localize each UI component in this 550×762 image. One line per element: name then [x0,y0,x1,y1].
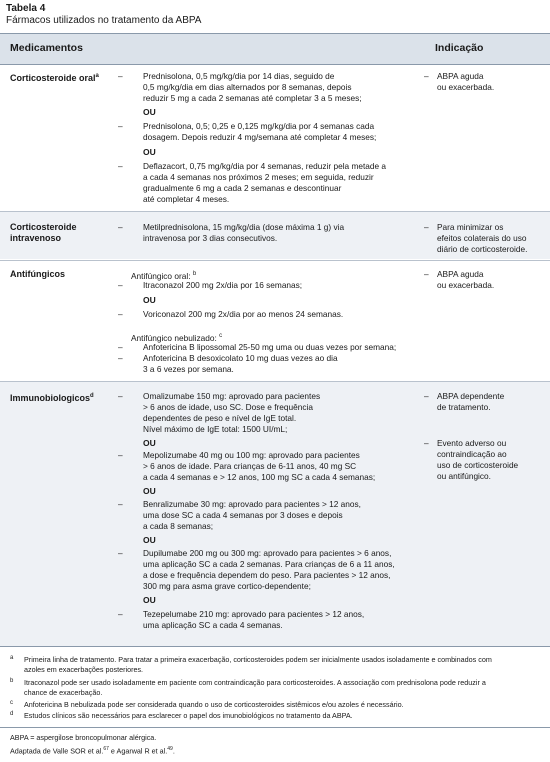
dosage-text: 3 a 6 vezes por semana. [143,364,234,374]
dosage-text: intravenosa por 3 dias consecutivos. [143,233,278,243]
row-corticosteroide-iv [0,212,550,259]
bullet-dash: – [118,121,123,131]
indication-text: ou antifúngico. [437,471,491,481]
footnote-mark: b [10,678,14,684]
dosage-text: reduzir 5 mg a cada 2 semanas até completar 3 a 5 meses; [143,93,362,103]
footnote-text: Itraconazol pode ser usado isoladamente em paciente com contraindicação para corticosteroides. A associação com prednisolona pode reduzir a [24,678,486,687]
dosage-text: Voriconazol 200 mg 2x/dia por ao menos 24 semanas. [143,309,344,319]
indication-text: efeitos colaterais do uso [437,233,527,243]
dosage-text: Anfotericina B desoxicolato 10 mg duas vezes ao dia [143,353,338,363]
footnote-mark: a [10,655,14,661]
indication-text: Para minimizar os [437,222,504,232]
dosage-text: Prednisolona, 0,5; 0,25 e 0,125 mg/kg/dia por 4 semanas cada [143,121,375,131]
or-separator: OU [143,486,156,496]
bullet-dash: – [118,450,123,460]
or-separator: OU [143,107,156,117]
footnote-text: Primeira linha de tratamento. Para tratar a primeira exacerbação, corticosteroides podem ser inicialmente usados isoladamente e combinados com [24,655,492,664]
row-imunobiologicos [0,382,550,646]
dosage-text: > 6 anos de idade. Para crianças de 6-11 anos, 40 mg SC [143,461,357,471]
subheading-oral: Antifúngico oral: $^b$ [131,270,197,281]
source-note: Adaptada de Valle SOR et al.$^{67}$ e Agarwal R et al.$^{49}$. [10,746,175,756]
dosage-text: a dose e frequência dependem do peso. Para pacientes > 12 anos, [143,570,391,580]
table-subtitle: Fármacos utilizados no tratamento da ABPA [6,15,202,26]
footnote-mark: c [10,700,13,706]
dosage-text: a cada 4 semanas nos próximos 2 meses; em seguida, reduzir [143,172,374,182]
indication-text: contraindicação ao [437,449,507,459]
header-indicacao: Indicação [435,42,484,54]
dosage-text: dependentes de peso e nível de IgE total. [143,413,297,423]
dosage-text: Tezepelumabe 210 mg: aprovado para pacientes > 12 anos, [143,609,365,619]
dosage-text: Benralizumabe 30 mg: aprovado para pacientes > 12 anos, [143,499,361,509]
bullet-dash: – [118,391,123,401]
indication-text: ABPA aguda [437,71,484,81]
bullet-dash: – [118,161,123,171]
abbreviation-note: ABPA = aspergilose broncopulmonar alérgica. [10,733,157,742]
bullet-dash: – [118,71,123,81]
bullet-dash: – [118,548,123,558]
medication-name: Corticosteroide intravenoso [10,222,77,243]
row-corticosteroide-oral [0,64,550,210]
medication-name: Antifúngicos [10,269,65,279]
or-separator: OU [143,595,156,605]
table-title: Tabela 4 [6,3,46,14]
dosage-text: uma dose SC a cada 4 semanas por 3 doses e depois [143,510,343,520]
row-antifungicos [0,261,550,380]
dosage-text: a cada 4 semanas e > 12 anos, 100 mg SC a cada 4 semanas; [143,472,376,482]
indication-text: ABPA dependente [437,391,505,401]
indication-text: diário de corticosteroide. [437,244,528,254]
dosage-text: Dupilumabe 200 mg ou 300 mg: aprovado para pacientes > 6 anos, [143,548,392,558]
indication-text: uso de corticosteroide [437,460,519,470]
subheading-nebulized: Antifúngico nebulizado: $^c$ [131,332,223,343]
indication-text: ou exacerbada. [437,82,495,92]
indication-text: ABPA aguda [437,269,484,279]
bullet-dash: – [424,391,429,401]
footnote-text: chance de exacerbação. [24,688,103,697]
medication-name: Immunobiologicos$^d$ [10,393,94,403]
or-separator: OU [143,295,156,305]
header-medicamentos: Medicamentos [10,42,83,54]
footnote-text: Estudos clínicos são necessários para esclarecer o papel dos imunobiológicos no tratamento da ABPA. [24,711,353,720]
table-bottom-rule [0,646,550,647]
or-separator: OU [143,147,156,157]
dosage-text: Prednisolona, 0,5 mg/kg/dia por 14 dias, seguido de [143,71,335,81]
dosage-text: Metilprednisolona, 15 mg/kg/dia (dose máxima 1 g) via [143,222,345,232]
medication-name: Corticosteroide oral$^a$ [10,73,99,83]
or-separator: OU [143,535,156,545]
indication-text: de tratamento. [437,402,491,412]
table-header [0,33,550,65]
bullet-dash: – [424,438,429,448]
footer-rule [0,727,550,728]
dosage-text: gradualmente 6 mg a cada 2 semanas e descontinuar [143,183,342,193]
bullet-dash: – [118,353,123,363]
dosage-text: > 6 anos de idade, uso SC. Dose e frequência [143,402,313,412]
dosage-text: até completar 4 meses. [143,194,230,204]
dosage-text: dosagem. Depois reduzir 4 mg/semana até completar 4 meses; [143,132,377,142]
dosage-text: Omalizumabe 150 mg: aprovado para pacientes [143,391,321,401]
or-separator: OU [143,438,156,448]
dosage-text: a cada 8 semanas; [143,521,214,531]
bullet-dash: – [118,309,123,319]
dosage-text: Anfotericina B lipossomal 25-50 mg uma ou duas vezes por semana; [143,342,397,352]
dosage-text: Deflazacort, 0,75 mg/kg/dia por 4 semanas, reduzir pela metade a [143,161,387,171]
footnote-text: azoles em exacerbações posteriores. [24,665,144,674]
dosage-text: Nível máximo de IgE total: 1500 UI/mL; [143,424,288,434]
footnote-mark: d [10,711,14,717]
bullet-dash: – [118,280,123,290]
bullet-dash: – [118,342,123,352]
bullet-dash: – [118,499,123,509]
bullet-dash: – [424,71,429,81]
indication-text: ou exacerbada. [437,280,495,290]
bullet-dash: – [118,222,123,232]
dosage-text: 0,5 mg/kg/dia em dias alternados por 8 semanas, depois [143,82,352,92]
dosage-text: uma aplicação SC a cada 4 semanas. [143,620,283,630]
bullet-dash: – [118,609,123,619]
dosage-text: uma aplicação SC a cada 2 semanas. Para crianças de 6 a 11 anos, [143,559,395,569]
dosage-text: 300 mg para asma grave cortico-dependente; [143,581,311,591]
indication-text: Evento adverso ou [437,438,507,448]
dosage-text: Mepolizumabe 40 mg ou 100 mg: aprovado para pacientes [143,450,360,460]
bullet-dash: – [424,222,429,232]
dosage-text: Itraconazol 200 mg 2x/dia por 16 semanas; [143,280,303,290]
bullet-dash: – [424,269,429,279]
footnote-text: Anfotericina B nebulizada pode ser considerada quando o uso de corticosteroides sistêmicos e/ou azoles é necessário. [24,700,404,709]
